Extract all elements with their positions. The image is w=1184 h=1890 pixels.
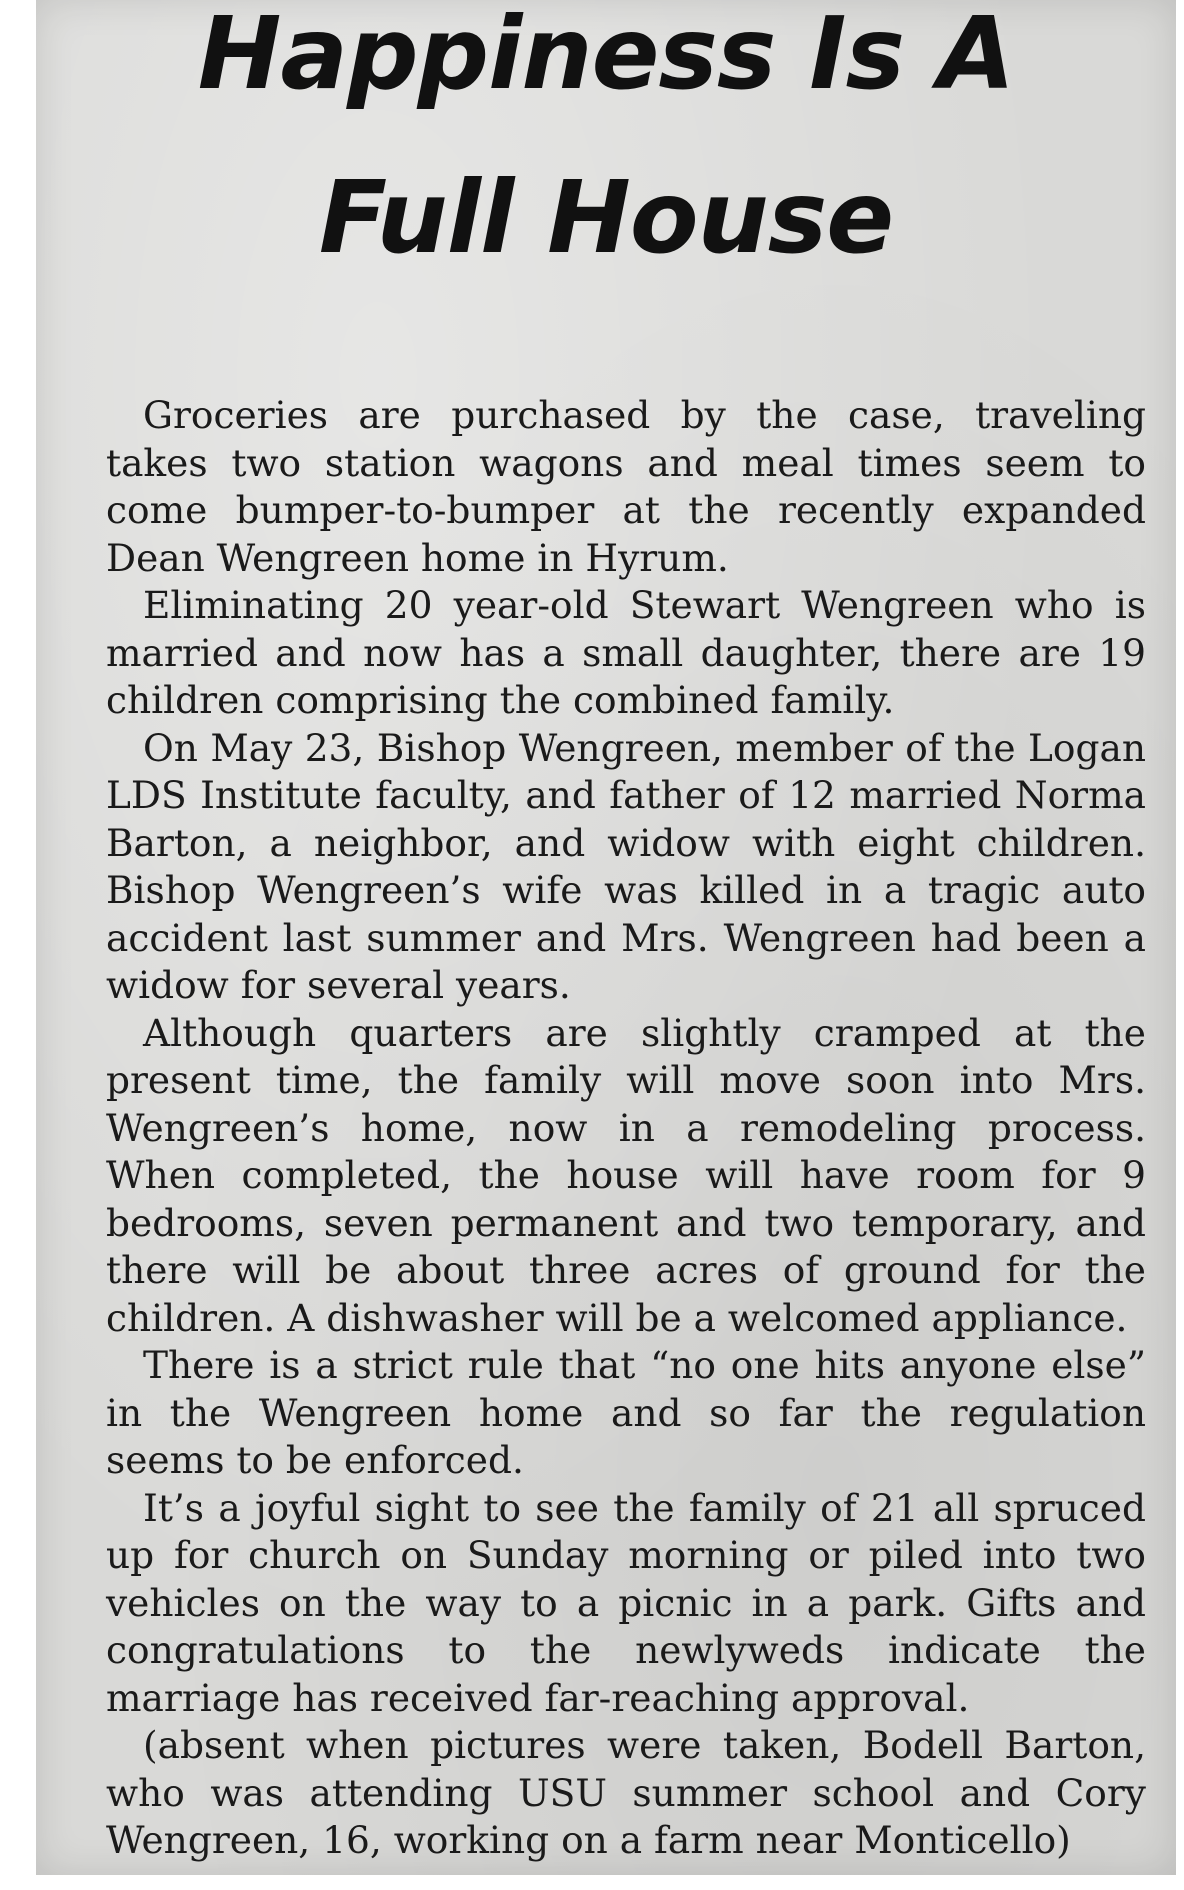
newspaper-clipping bbox=[36, 0, 1176, 1875]
paragraph-groceries: Groceries are purchased by the case, traveling takes two station wagons and meal times seem to come bumper-to-bumper at the recently expanded Dean Wengreen home in Hyrum. bbox=[106, 393, 1146, 580]
headline-line-1: Happiness Is A bbox=[197, 0, 1015, 112]
paragraph-quarters: Although quarters are slightly cramped at the present time, the family will move soon into Mrs. Wengreen’s home, now in a remodeling process. When completed, the house will have room for 9 bedrooms, seven permanent and two temporary, and there will be about three acres of ground for the children. A dishwasher will be a welcomed appliance. bbox=[106, 1010, 1146, 1340]
paragraph-marriage: On May 23, Bishop Wengreen, member of the Logan LDS Institute faculty, and father of 12 married Norma Barton, a neighbor, and widow with eight children. Bishop Wengreen’s wife was killed in a tragic auto accident last summer and Mrs. Wengreen had been a widow for several years. bbox=[106, 725, 1146, 1007]
article-body bbox=[106, 392, 1146, 1865]
paragraph-absent-note: (absent when pictures were taken, Bodell Barton, who was attending USU summer school and Cory Wengreen, 16, working on a farm near Monticello) bbox=[106, 1723, 1146, 1862]
paragraph-joyful-sight: It’s a joyful sight to see the family of 21 all spruced up for church on Sunday morning or piled into two vehicles on the way to a picnic in a park. Gifts and congratulations to the newlyweds indicate the marriage has received far-reaching approval. bbox=[106, 1485, 1146, 1720]
paragraph-stewart: Eliminating 20 year-old Stewart Wengreen who is married and now has a small daughter, there are 19 children comprising the combined family. bbox=[106, 583, 1146, 722]
headline-line-2: Full House bbox=[318, 159, 894, 276]
paragraph-rule: There is a strict rule that “no one hits anyone else” in the Wengreen home and so far the regulation seems to be enforced. bbox=[106, 1343, 1146, 1482]
